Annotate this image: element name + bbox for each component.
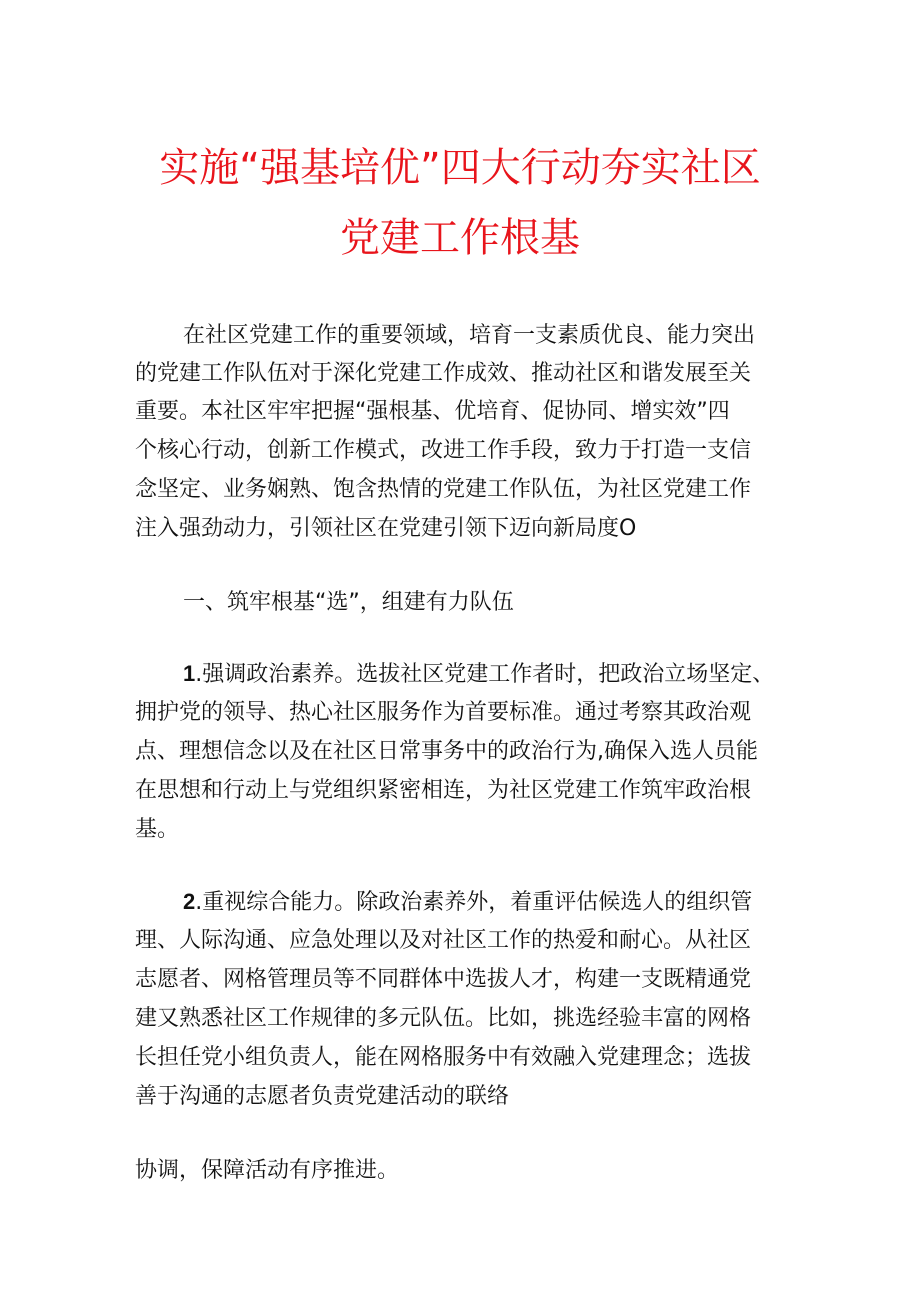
item-2-text: .重视综合能力。除政治素养外，着重评估候选人的组织管 xyxy=(195,890,753,915)
intro-line: 的党建工作队伍对于深化党建工作成效、推动社区和谐发展至关 xyxy=(135,361,752,386)
title-line-2: 党建工作根基 xyxy=(340,215,580,261)
item-1-first-line xyxy=(183,659,795,690)
section-heading: 一、筑牢根基“选”，组建有力队伍 xyxy=(183,590,514,615)
item-2-continuation: 协调，保障活动有序推进。 xyxy=(135,1158,400,1183)
item-1-line: 在思想和行动上与党组织紧密相连，为社区党建工作筑牢政治根 xyxy=(135,778,752,803)
item-number: 1 xyxy=(183,661,196,686)
item-1-text: .强调政治素养。选拔社区党建工作者时，把政治立场坚定、 xyxy=(195,662,775,687)
intro-line: 在社区党建工作的重要领域，培育一支素质优良、能力突出 xyxy=(183,323,756,348)
item-2-first-line xyxy=(183,887,795,918)
intro-line: 念坚定、业务娴熟、饱含热情的党建工作队伍，为社区党建工作 xyxy=(135,477,752,502)
item-1-line: 拥护党的领导、热心社区服务作为首要标准。通过考察其政治观 xyxy=(135,700,752,725)
item-1-line: 点、理想信念以及在社区日常事务中的政治行为,确保入选人员能 xyxy=(135,739,758,764)
intro-line: 个核心行动，创新工作模式，改进工作手段，致力于打造一支信 xyxy=(135,438,752,463)
item-1-line: 基。 xyxy=(135,817,180,842)
item-2-line: 善于沟通的志愿者负责党建活动的联络 xyxy=(135,1084,510,1109)
intro-line: 注入强劲动力，引领社区在党建引领下迈向新局度O xyxy=(135,516,637,541)
item-2-line: 长担任党小组负责人，能在网格服务中有效融入党建理念；选拔 xyxy=(135,1045,752,1070)
intro-line: 重要。本社区牢牢把握“强根基、优培育、促协同、增实效”四 xyxy=(135,399,730,424)
item-2-line: 志愿者、网格管理员等不同群体中选拔人才，构建一支既精通党 xyxy=(135,967,752,992)
item-2-line: 建又熟悉社区工作规律的多元队伍。比如，挑选经验丰富的网格 xyxy=(135,1006,752,1031)
item-number: 2 xyxy=(183,889,196,914)
item-2-line: 理、人际沟通、应急处理以及对社区工作的热爱和耐心。从社区 xyxy=(135,928,752,953)
title-line-1: 实施“强基培优”四大行动夯实社区 xyxy=(159,145,761,191)
